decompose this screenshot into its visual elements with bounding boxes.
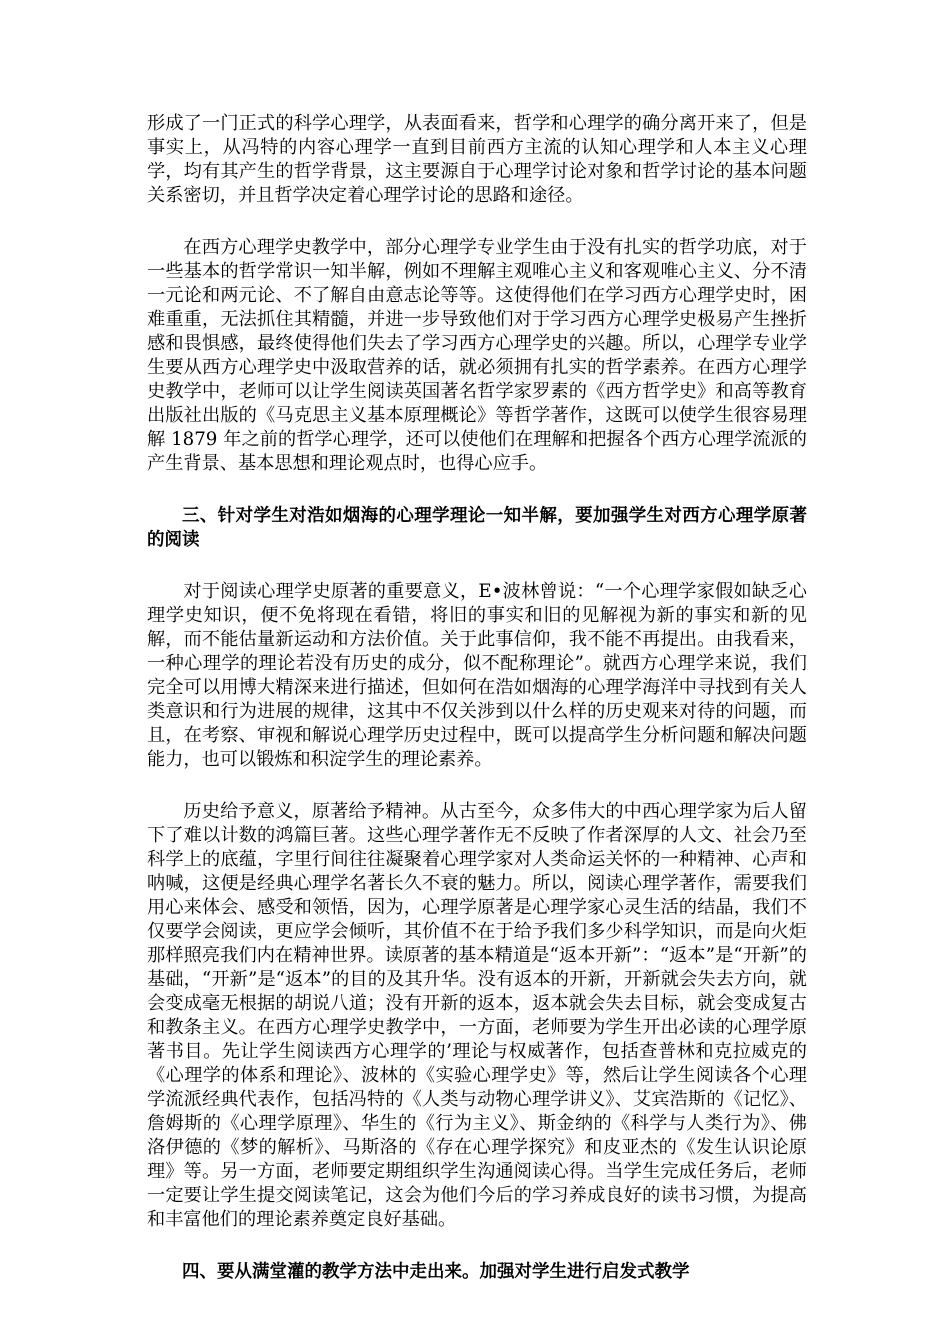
paragraph-boring-quote: 对于阅读心理学史原著的重要意义，E•波林曾说：“一个心理学家假如缺乏心理学史知识，便不免将现在看错，将旧的事实和旧的见解视为新的事实和新的见解，而不能估量新运动和方法价值。关于此事信仰，我不能不再提出。由我看来，一种心理学的理论若没有历史的成分，似不配称理论”。就西方心理学来说，我们完全可以用博大精深来进行描述，但如何在浩如烟海的心理学海洋中寻找到有关人类意识和行为进展的规律，这其中不仅关涉到以什么样的历史观来对待的问题，而且，在考察、审视和解说心理学历史过程中，既可以提高学生分析问题和解决问题能力，也可以锻炼和积淀学生的理论素养。 [147,581,807,770]
section-heading-four: 四、要从满堂灌的教学方法中走出来。加强对学生进行启发式教学 [182,1262,690,1282]
section-heading-three: 三、针对学生对浩如烟海的心理学理论一知半解，要加强学生对西方心理学原著的阅读 [147,506,807,550]
paragraph-original-works: 历史给予意义，原著给予精神。从古至今，众多伟大的中西心理学家为后人留下了难以计数的鸿篇巨著。这些心理学著作无不反映了作者深厚的人文、社会乃至科学上的底蕴，字里行间往往凝聚着心理学家对人类命运关怀的一种精神、心声和呐喊，这便是经典心理学名著长久不衰的魅力。所以，阅读心理学著作，需要我们用心来体会、感受和领悟，因为，心理学原著是心理学家心灵生活的结晶，我们不仅要学会阅读，更应学会倾听，其价值不在于给予我们多少科学知识，而是向火炬那样照亮我们内在精神世界。读原著的基本精道是“返本开新”：“返本”是“开新”的基础，“开新”是“返本”的目的及其升华。没有返本的开新，开新就会失去方向，就会变成毫无根据的胡说八道；没有开新的返本，返本就会失去目标，就会变成复古和教条主义。在西方心理学史教学中，一方面，老师要为学生开出必读的心理学原著书目。先让学生阅读西方心理学的’理论与权威著作，包括查普林和克拉威克的《心理学的体系和理论》、波林的《实验心理学史》等，然后让学生阅读各个心理学流派经典代表作，包括冯特的《人类与动物心理学讲义》、艾宾浩斯的《记忆》、詹姆斯的《心理学原理》、华生的《行为主义》、斯金纳的《科学与人类行为》、佛洛伊德的《梦的解析》、马斯洛的《存在心理学探究》和皮亚杰的《发生认识论原理》等。另一方面，老师要定期组织学生沟通阅读心得。当学生完成任务后，老师一定要让学生提交阅读笔记，这会为他们今后的学习养成良好的读书习惯，为提高和丰富他们的理论素养奠定良好基础。 [147,801,807,1230]
document-page [147,112,807,1312]
paragraph-continuation: 形成了一门正式的科学心理学，从表面看来，哲学和心理学的确分离开来了，但是事实上，从冯特的内容心理学一直到目前西方主流的认知心理学和人本主义心理学，均有其产生的哲学背景，这主要源自于心理学讨论对象和哲学讨论的基本问题关系密切，并且哲学决定着心理学讨论的思路和途径。 [147,113,807,206]
paragraph-philosophy-foundation: 在西方心理学史教学中，部分心理学专业学生由于没有扎实的哲学功底，对于一些基本的哲学常识一知半解，例如不理解主观唯心主义和客观唯心主义、分不清一元论和两元论、不了解自由意志论等等。这使得他们在学习西方心理学史时，困难重重，无法抓住其精髓，并进一步导致他们对于学习西方心理学史极易产生挫折感和畏惧感，最终使得他们失去了学习西方心理学史的兴趣。所以，心理学专业学生要从西方心理学史中汲取营养的话，就必须拥有扎实的哲学素养。在西方心理学史教学中，老师可以让学生阅读英国著名哲学家罗素的《西方哲学史》和高等教育出版社出版的《马克思主义基本原理概论》等哲学著作，这既可以使学生很容易理解 1879 年之前的哲学心理学，还可以使他们在理解和把握各个西方心理学流派的产生背景、基本思想和理论观点时，也得心应手。 [147,237,807,474]
